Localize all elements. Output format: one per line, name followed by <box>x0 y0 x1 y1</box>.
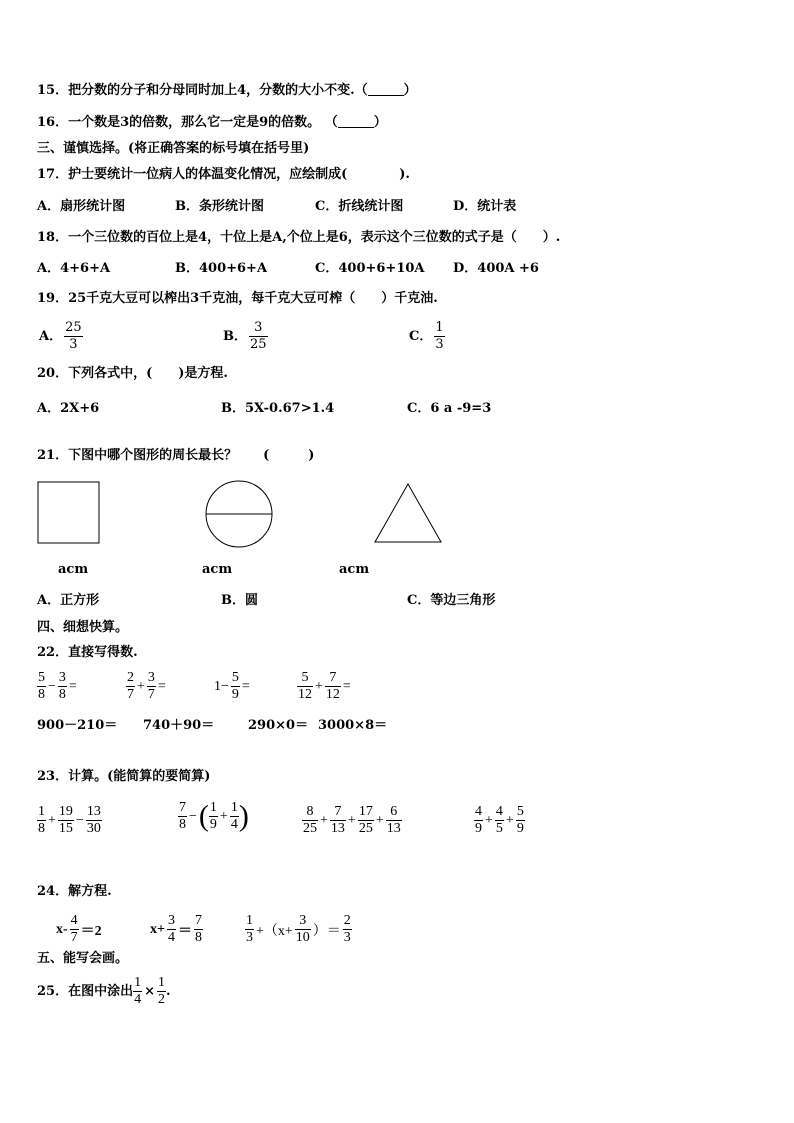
mental-math-item: 3000×8＝ <box>318 718 388 733</box>
option-c[interactable]: C．等边三角形 <box>407 593 496 608</box>
mental-math-item: $\frac{2}{7}$ + $\frac{3}{7}$ = <box>127 670 166 702</box>
option-c[interactable]: C．400+6+10A <box>315 261 425 276</box>
option-a[interactable]: A．4+6+A <box>37 261 111 276</box>
question-24: 24．解方程. <box>37 884 112 899</box>
option-c[interactable]: C． $\frac{1}{3}$ <box>409 320 444 352</box>
equation: $\frac{1}{3}$ +（x+ $\frac{3}{10}$ ）＝ $\frac{2}{3}$ <box>246 913 351 945</box>
question-17: 17．护士要统计一位病人的体温变化情况，应绘制成( ). <box>37 167 410 182</box>
mental-math-item: 1− $\frac{5}{9}$ = <box>214 670 250 702</box>
option-a[interactable]: A．2X+6 <box>37 401 100 416</box>
mental-math-item: $\frac{5}{12}$ + $\frac{7}{12}$ = <box>298 670 351 702</box>
calc-expression: $\frac{4}{9}$ + $\frac{4}{5}$ + $\frac{5}{9}$ <box>475 804 524 836</box>
calc-expression: $\frac{7}{8}$ −( $\frac{1}{9}$ + $\frac{1}{4}$ ) <box>179 799 249 833</box>
option-d[interactable]: D．统计表 <box>453 199 517 214</box>
option-a[interactable]: A．扇形统计图 <box>37 199 126 214</box>
option-b[interactable]: B．5X-0.67>1.4 <box>221 401 335 416</box>
question-19: 19．25千克大豆可以榨出3千克油，每千克大豆可榨（ ）千克油. <box>37 291 438 306</box>
question-16: 16．一个数是3的倍数，那么它一定是9的倍数。 （ ） <box>37 115 387 130</box>
option-b[interactable]: B． $\frac{3}{25}$ <box>223 320 267 352</box>
option-a[interactable]: A．正方形 <box>37 593 100 608</box>
triangle-side-label: acm <box>339 562 370 577</box>
square-figure <box>37 481 101 545</box>
question-15: 15．把分数的分子和分母同时加上4，分数的大小不变.（ ） <box>37 83 417 98</box>
option-a[interactable]: A． $\frac{25}{3}$ <box>39 320 82 352</box>
answer-blank[interactable] <box>368 83 404 96</box>
question-23: 23．计算。(能简算的要简算) <box>37 769 211 784</box>
option-b[interactable]: B．条形统计图 <box>175 199 264 214</box>
circle-figure <box>204 479 276 551</box>
triangle-figure <box>373 483 443 545</box>
question-18: 18．一个三位数的百位上是4，十位上是A,个位上是6，表示这个三位数的式子是（ ）. <box>37 230 561 245</box>
mental-math-item: 290×0＝ <box>248 718 309 733</box>
question-21: 21．下图中哪个图形的周长最长？ ( ) <box>37 448 315 463</box>
section-3-heading: 三、谨慎选择。(将正确答案的标号填在括号里) <box>37 141 310 156</box>
section-5-heading: 五、能写会画。 <box>37 951 129 966</box>
option-d[interactable]: D．400A +6 <box>453 261 539 276</box>
answer-blank[interactable] <box>338 115 374 128</box>
mental-math-item: $\frac{5}{8}$ − $\frac{3}{8}$ = <box>38 670 77 702</box>
option-b[interactable]: B．400+6+A <box>175 261 268 276</box>
calc-expression: $\frac{1}{8}$ + $\frac{19}{15}$ − $\frac{13}{30}$ <box>38 804 101 836</box>
question-20: 20．下列各式中，( )是方程. <box>37 366 228 381</box>
circle-diameter-label: acm <box>202 562 233 577</box>
question-25: 25．在图中涂出 $\frac{1}{4}$ × $\frac{1}{2}$ . <box>37 975 171 1007</box>
section-4-heading: 四、细想快算。 <box>37 620 129 635</box>
mental-math-item: 900－210＝ <box>37 718 118 733</box>
equation: x+ $\frac{3}{4}$ ＝ $\frac{7}{8}$ <box>150 913 202 945</box>
mental-math-item: 740＋90＝ <box>143 718 215 733</box>
square-side-label: acm <box>58 562 89 577</box>
calc-expression: $\frac{8}{25}$ + $\frac{7}{13}$ + $\frac{17}{25}$ + $\frac{6}{13}$ <box>303 804 401 836</box>
option-c[interactable]: C．6 a -9=3 <box>407 401 492 416</box>
question-22: 22．直接写得数. <box>37 645 138 660</box>
option-b[interactable]: B．圆 <box>221 593 258 608</box>
equation: x- $\frac{4}{7}$ ＝2 <box>56 913 102 945</box>
option-c[interactable]: C．折线统计图 <box>315 199 404 214</box>
